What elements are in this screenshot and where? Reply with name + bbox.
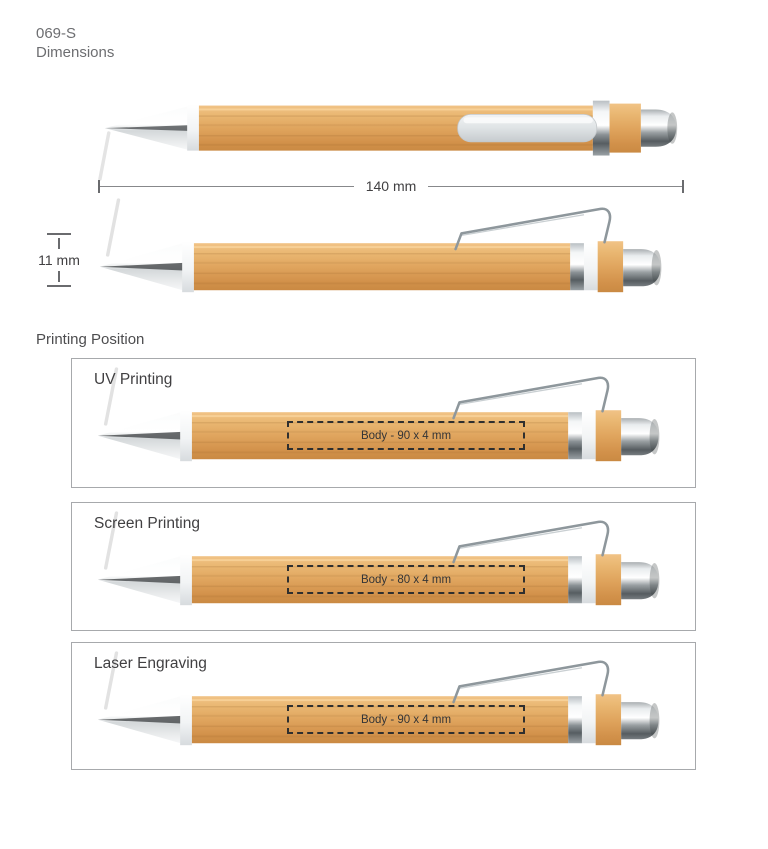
print-area-label: Body - 90 x 4 mm [360, 429, 452, 442]
section-label: UV Printing [94, 371, 173, 388]
diameter-dimension [26, 233, 92, 287]
length-dimension [98, 178, 684, 194]
pen-side-view-image [92, 196, 680, 309]
print-area [287, 705, 525, 734]
header [36, 24, 114, 62]
dimension-line-top [58, 238, 60, 249]
print-area [287, 565, 525, 594]
dimensions-heading: Dimensions [36, 44, 115, 61]
diameter-value: 11 mm [38, 252, 80, 268]
dimension-tick-top [47, 233, 71, 235]
printing-section-screen [71, 502, 696, 631]
pen-top-view-image [97, 84, 685, 182]
dimension-tick-bottom [47, 285, 71, 287]
print-area-label: Body - 90 x 4 mm [360, 713, 452, 726]
printing-position-heading: Printing Position [36, 331, 145, 348]
print-area-label: Body - 80 x 4 mm [360, 573, 452, 586]
dimension-tick-right [682, 180, 684, 193]
printing-section-uv [71, 358, 696, 488]
dimension-line-left [100, 186, 354, 187]
section-label: Laser Engraving [94, 655, 207, 672]
dimension-line-bottom [58, 271, 60, 282]
section-label: Screen Printing [94, 515, 200, 532]
dimension-line-right [428, 186, 682, 187]
length-value: 140 mm [365, 178, 417, 194]
print-area [287, 421, 525, 450]
product-code: 069-S [36, 25, 77, 42]
printing-section-laser [71, 642, 696, 770]
